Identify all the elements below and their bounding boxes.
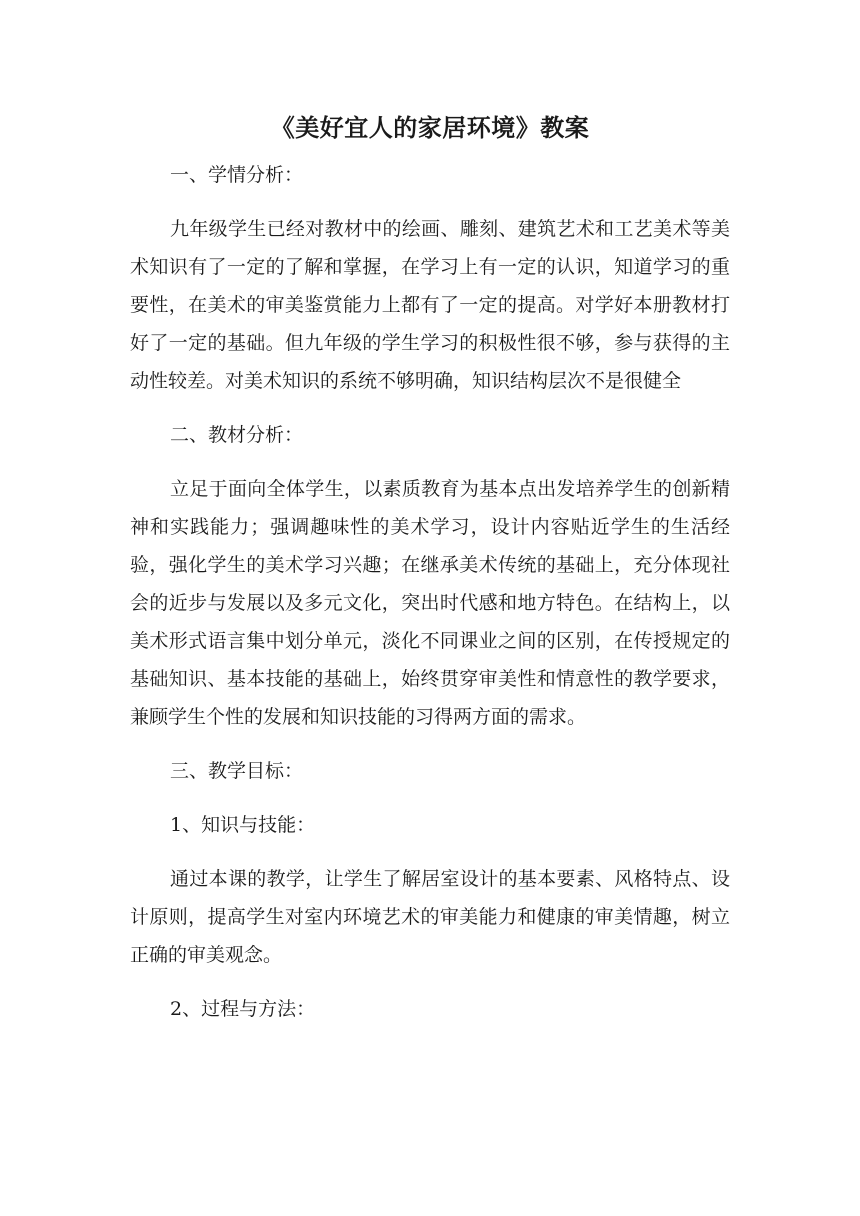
subheading-knowledge-skills: 1、知识与技能： [170, 814, 316, 836]
section-heading-textbook-analysis: 二、教材分析： [170, 424, 304, 446]
section-heading-learning-analysis: 一、学情分析： [170, 164, 304, 186]
section-text-knowledge-skills: 通过本课的教学，让学生了解居室设计的基本要素、风格特点、设计原则，提高学生对室内环境艺术的审美能力和健康的审美情趣，树立正确的审美观念。 [130, 868, 730, 966]
section-heading-teaching-goals: 三、教学目标： [170, 760, 304, 782]
document-body [130, 108, 730, 1044]
section-text-learning-analysis: 九年级学生已经对教材中的绘画、雕刻、建筑艺术和工艺美术等美术知识有了一定的了解和掌握，在学习上有一定的认识，知道学习的重要性，在美术的审美鉴赏能力上都有了一定的提高。对学好本册教材打好了一定的基础。但九年级的学生学习的积极性很不够，参与获得的主动性较差。对美术知识的系统不够明确，知识结构层次不是很健全 [130, 218, 730, 392]
document-title: 《美好宜人的家居环境》教案 [270, 114, 590, 142]
section-text-textbook-analysis: 立足于面向全体学生，以素质教育为基本点出发培养学生的创新精神和实践能力；强调趣味性的美术学习，设计内容贴近学生的生活经验，强化学生的美术学习兴趣；在继承美术传统的基础上，充分体现社会的近步与发展以及多元文化，突出时代感和地方特色。在结构上，以美术形式语言集中划分单元，淡化不同课业之间的区别，在传授规定的基础知识、基本技能的基础上，始终贯穿审美性和情意性的教学要求，兼顾学生个性的发展和知识技能的习得两方面的需求。 [130, 478, 730, 728]
subheading-process-methods: 2、过程与方法： [170, 998, 316, 1020]
